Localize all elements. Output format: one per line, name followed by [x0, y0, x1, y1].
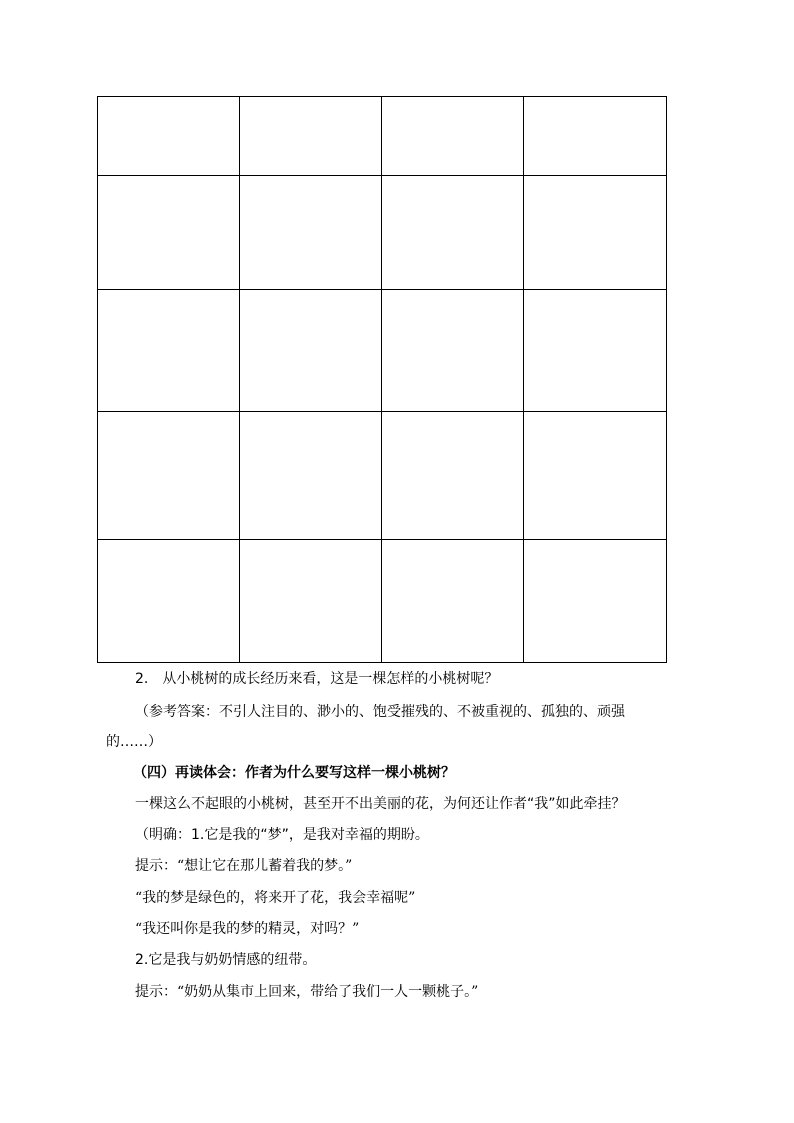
question-2: 2. 从小桃树的成长经历来看，这是一棵怎样的小桃树呢？ — [135, 671, 499, 687]
hint-2: 提示：“奶奶从集市上回来，带给了我们一人一颗桃子。” — [135, 984, 479, 1000]
table-cell — [240, 97, 382, 176]
table-cell — [382, 176, 524, 290]
table-cell — [524, 540, 667, 663]
table-cell — [524, 290, 667, 412]
table-cell — [98, 290, 240, 412]
table-row — [98, 540, 667, 663]
table-cell — [98, 540, 240, 663]
reference-answer-line-2: 的……） — [106, 734, 162, 750]
blank-grid-table — [97, 96, 667, 663]
table-row — [98, 412, 667, 540]
table-cell — [382, 290, 524, 412]
table-row — [98, 97, 667, 176]
guiding-question: 一棵这么不起眼的小桃树，甚至开不出美丽的花，为何还让作者“我”如此牵挂？ — [135, 796, 626, 812]
reference-answer-line-1: （参考答案：不引人注目的、渺小的、饱受摧残的、不被重视的、孤独的、顽强 — [135, 704, 625, 720]
quote-1: “我的梦是绿色的，将来开了花，我会幸福呢” — [135, 890, 416, 906]
table-row — [98, 176, 667, 290]
table-cell — [240, 176, 382, 290]
table-cell — [524, 97, 667, 176]
table-cell — [524, 412, 667, 540]
table-cell — [98, 412, 240, 540]
table-cell — [382, 97, 524, 176]
clarification-2: 2.它是我与奶奶情感的纽带。 — [135, 952, 317, 968]
table-cell — [98, 97, 240, 176]
table-cell — [98, 176, 240, 290]
table-row — [98, 290, 667, 412]
hint-1: 提示：“想让它在那儿蓄着我的梦。” — [135, 858, 353, 874]
section-4-heading: （四）再读体会：作者为什么要写这样一棵小桃树？ — [133, 765, 455, 781]
table-cell — [240, 412, 382, 540]
table-cell — [382, 412, 524, 540]
quote-2: “我还叫你是我的梦的精灵，对吗？” — [135, 921, 360, 937]
table-cell — [240, 540, 382, 663]
table-cell — [524, 176, 667, 290]
table-cell — [382, 540, 524, 663]
clarification-1: （明确：1.它是我的“梦”，是我对幸福的期盼。 — [135, 827, 429, 843]
table-cell — [240, 290, 382, 412]
